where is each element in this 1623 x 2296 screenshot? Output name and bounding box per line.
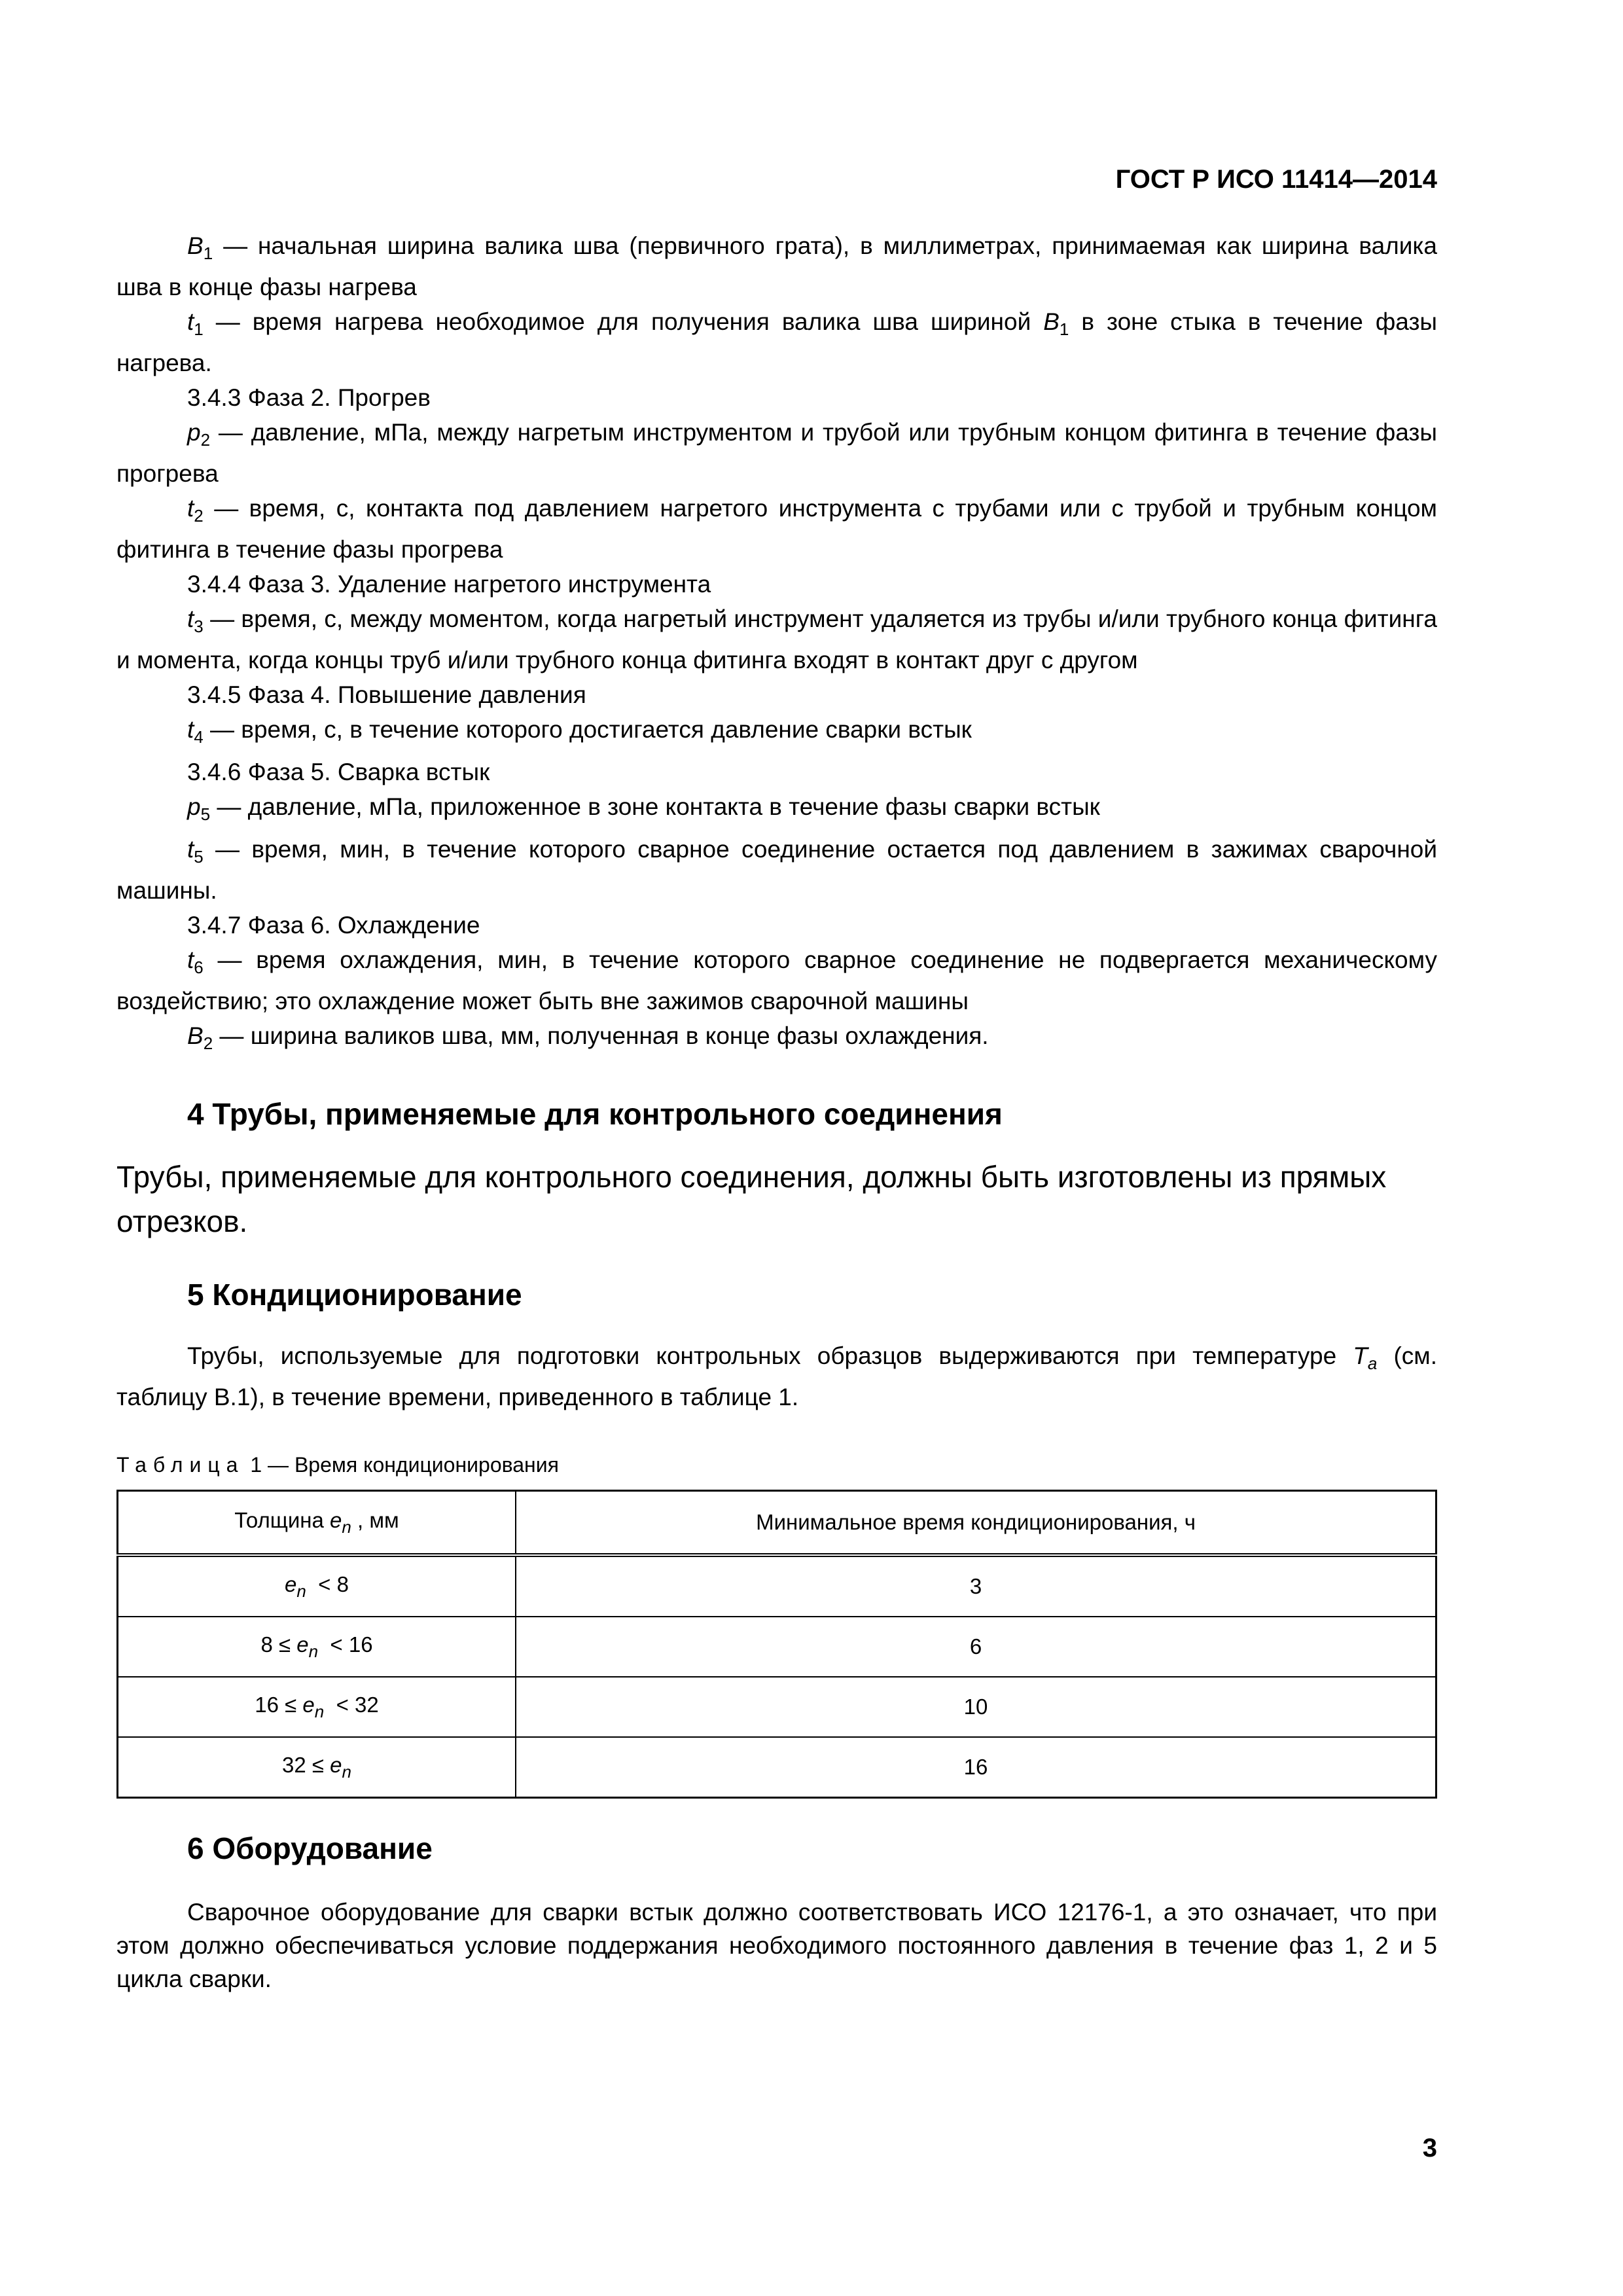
definition-t2: $t_2$ — время, с, контакта под давлением нагретого инструмента с трубами или с трубой и трубным концом фитинга в течение фазы прогрева [116,495,1437,563]
table-cell-time: 6 [516,1617,1436,1677]
table-header-min-time: Минимальное время кондиционирования, ч [516,1491,1436,1556]
table-row [118,1677,1436,1737]
definition-p2: $p_2$ — давление, мПа, между нагретым инструментом и трубой или трубным концом фитинга в течение фазы прогрева [116,419,1437,487]
table-row [118,1737,1436,1798]
table-1-caption: Таблица 1 — Время кондиционирования [116,1453,559,1477]
table-header-row [118,1491,1436,1556]
clause-3-4-5: 3.4.5 Фаза 4. Повышение давления [187,681,586,708]
page-number: 3 [1422,2134,1437,2162]
standard-code-header: ГОСТ Р ИСО 11414—2014 [1115,165,1437,194]
clause-3-4-6: 3.4.6 Фаза 5. Сварка встык [187,759,490,785]
definition-b1: $B_1$ — начальная ширина валика шва (первичного грата), в миллиметрах, принимаемая как ширина валика шва в конце фазы нагрева [116,232,1437,300]
document-body [116,229,1437,1996]
section-5-heading: 5 Кондиционирование [187,1278,522,1312]
section-4-heading: 4 Трубы, применяемые для контрольного соединения [187,1097,1003,1131]
section-6-heading: 6 Оборудование [187,1831,433,1865]
definition-t5: $t_5$ — время, мин, в течение которого сварное соединение остается под давлением в зажимах сварочной машины. [116,836,1437,904]
definition-b2: $B_2$ — ширина валиков шва, мм, полученная в конце фазы охлаждения. [187,1022,989,1053]
table-row [118,1555,1436,1617]
table-cell-thickness: $16 \le e_n < 32$ [118,1677,516,1737]
table-cell-thickness: $e_n < 8$ [118,1555,516,1617]
table-cell-time: 10 [516,1677,1436,1737]
table-header-thickness: Толщина $e_n$ , мм [118,1491,516,1556]
conditioning-time-table [116,1490,1437,1799]
table-cell-time: 16 [516,1737,1436,1798]
section-4-body: Трубы, применяемые для контрольного соединения, должны быть изготовлены из прямых отрезков. [116,1160,1387,1238]
definition-t4: $t_4$ — время, с, в течение которого достигается давление сварки встык [187,716,972,747]
clause-3-4-3: 3.4.3 Фаза 2. Прогрев [187,384,431,411]
section-5-body: Трубы, используемые для подготовки контрольных образцов выдерживаются при температуре $T_a$ (см. таблицу В.1), в течение времени, приведенного в таблице 1. [116,1342,1437,1410]
clause-3-4-7: 3.4.7 Фаза 6. Охлаждение [187,912,480,939]
table-cell-thickness: $8 \le e_n < 16$ [118,1617,516,1677]
definition-t3: $t_3$ — время, с, между моментом, когда нагретый инструмент удаляется из трубы и/или трубного конца фитинга и момента, когда концы труб и/или трубного конца фитинга входят в контакт друг с другом [116,605,1437,673]
section-6-body: Сварочное оборудование для сварки встык должно соответствовать ИСО 12176-1, а это означает, что при этом должно обеспечиваться условие поддержания необходимого постоянного давления в течение фаз 1, 2 и 5 цикла сварки. [116,1899,1437,1992]
definition-t1: $t_1$ — время нагрева необходимое для получения валика шва шириной $B_1$ в зоне стыка в течение фазы нагрева. [116,308,1437,376]
table-row [118,1617,1436,1677]
definition-p5: $p_5$ — давление, мПа, приложенное в зоне контакта в течение фазы сварки встык [187,793,1100,824]
table-cell-thickness: $32 \le e_n$ [118,1737,516,1798]
clause-3-4-4: 3.4.4 Фаза 3. Удаление нагретого инструмента [187,571,711,598]
definition-t6: $t_6$ — время охлаждения, мин, в течение которого сварное соединение не подвергается механическому воздействию; это охлаждение может быть вне зажимов сварочной машины [116,946,1437,1014]
table-cell-time: 3 [516,1555,1436,1617]
